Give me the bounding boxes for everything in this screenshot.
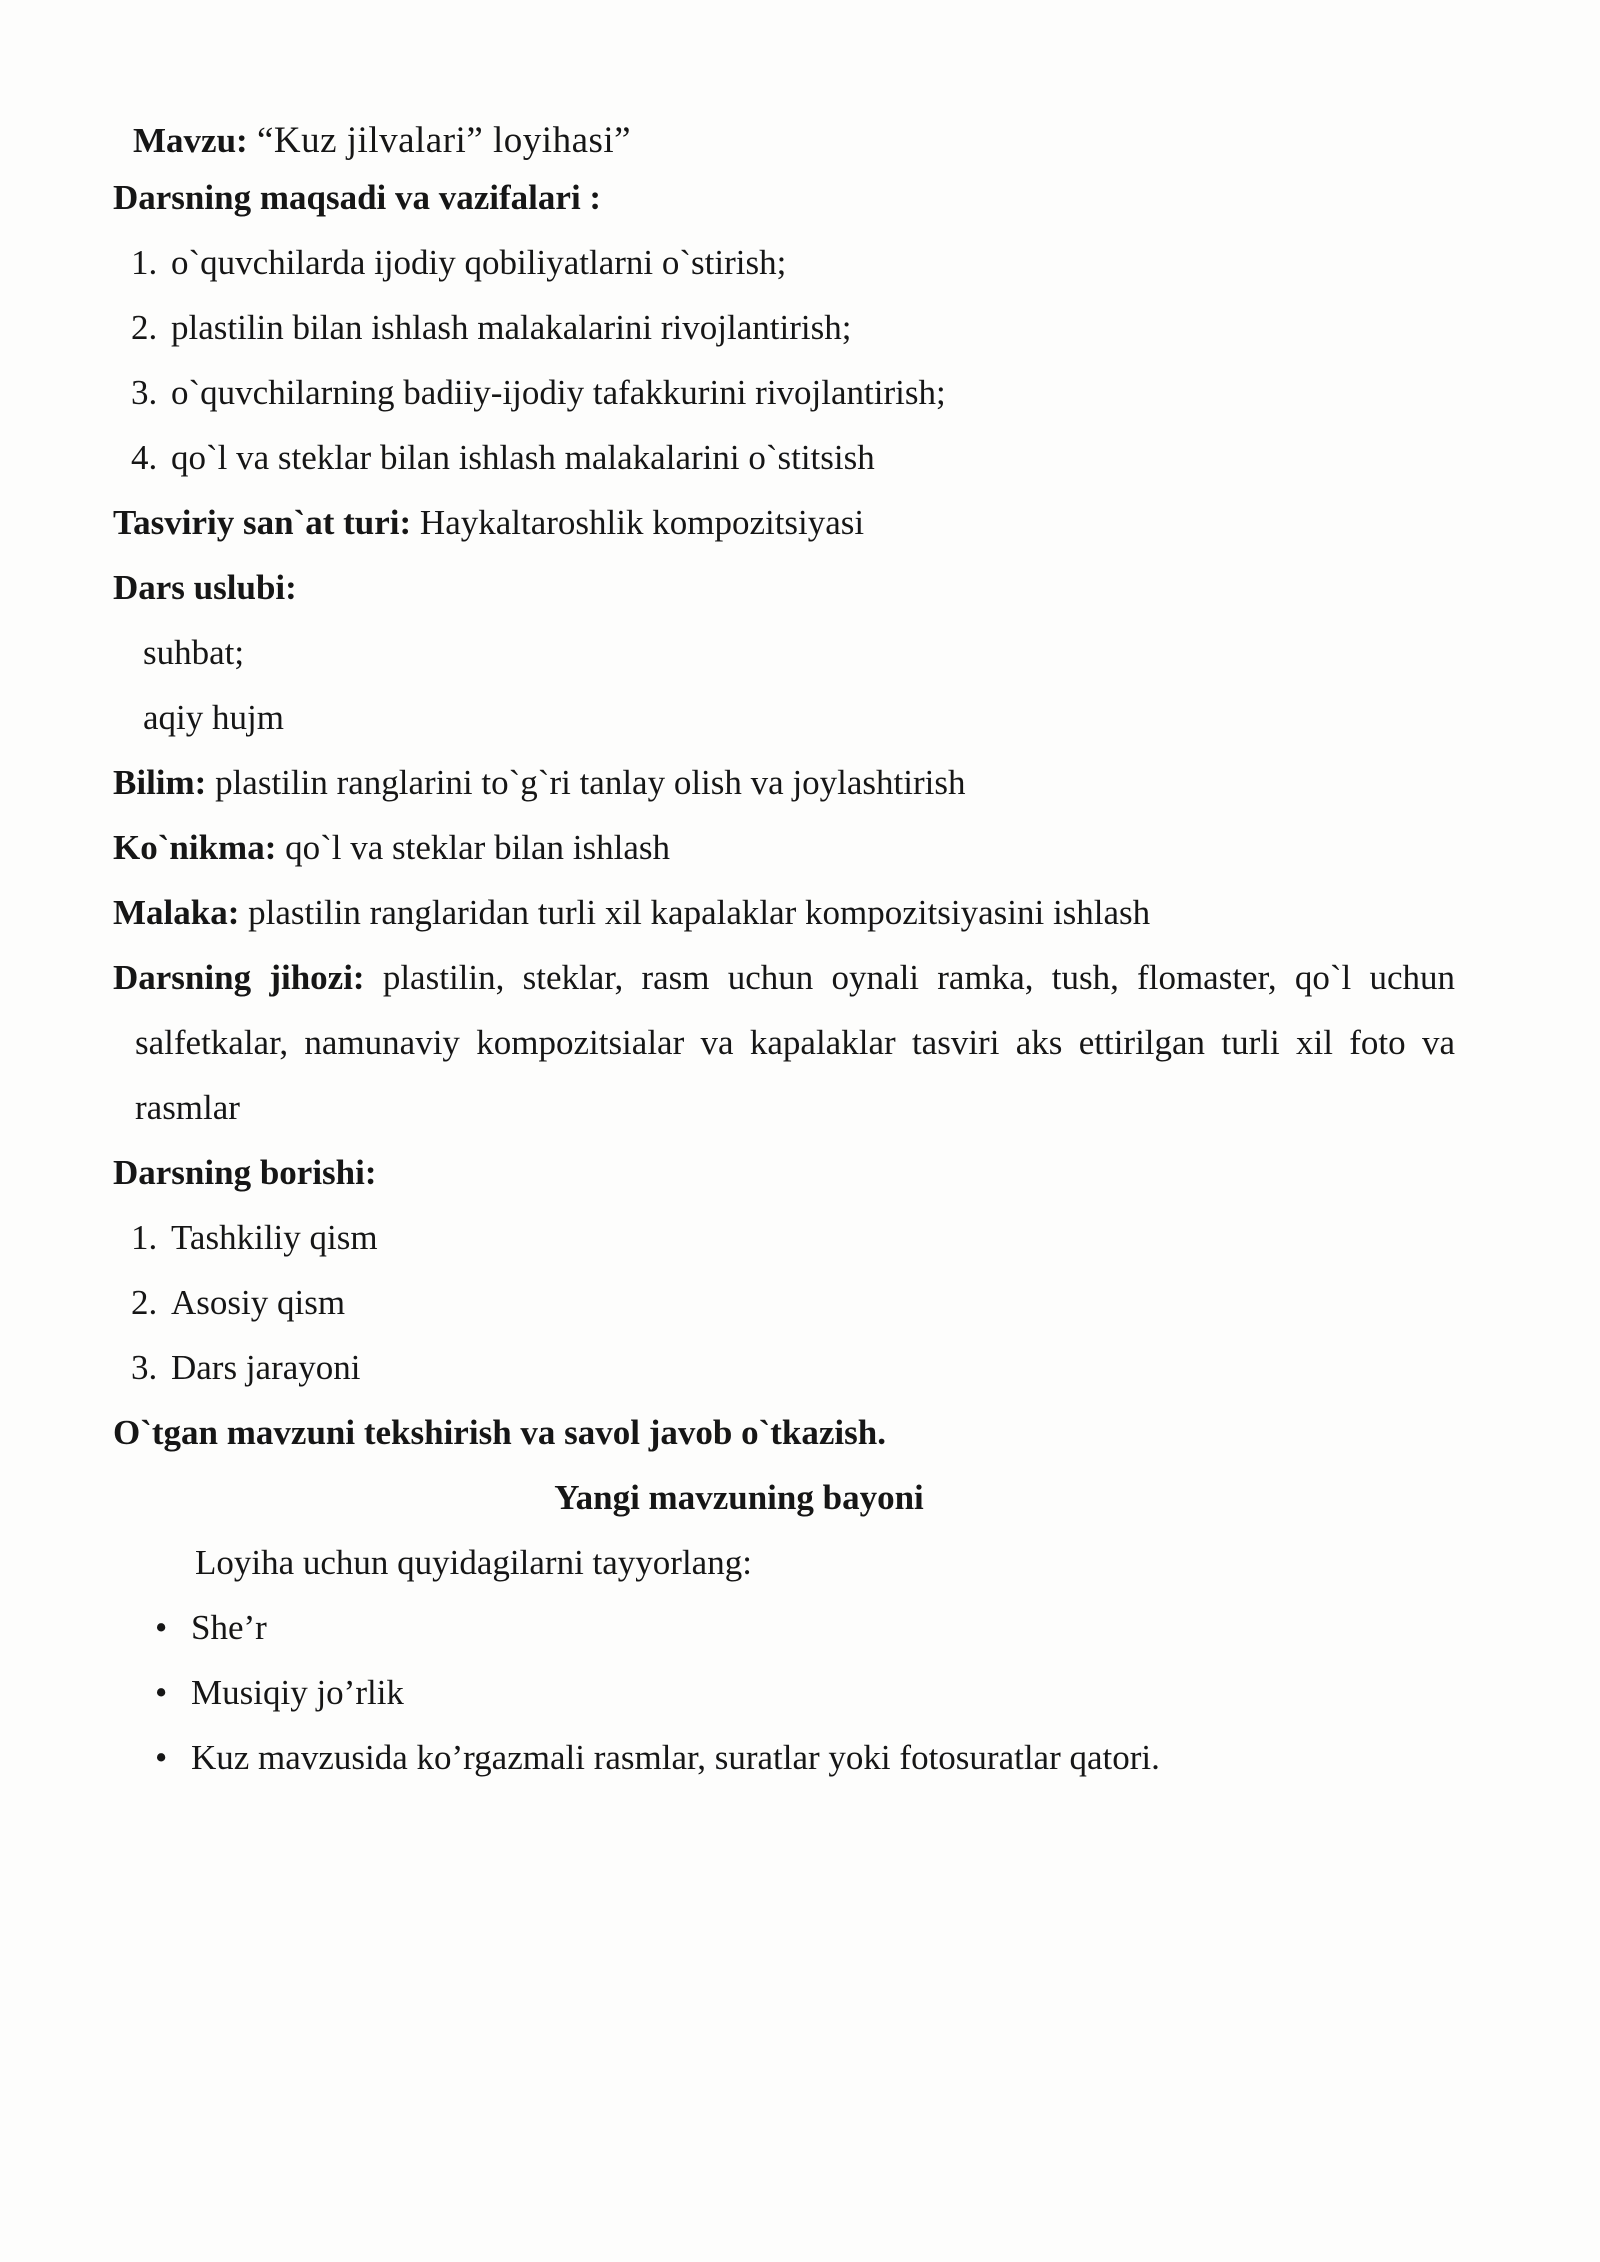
list-item-number: 1. [131, 1218, 158, 1257]
list-item [113, 360, 1455, 425]
bilim-text: plastilin ranglarini to`g`ri tanlay olish va joylashtirish [215, 763, 966, 802]
list-item-text: qo`l va steklar bilan ishlash malakalarini o`stitsish [171, 438, 875, 477]
malaka-line [113, 880, 1455, 945]
list-item-text: Tashkiliy qism [171, 1218, 378, 1257]
list-item [113, 1270, 1455, 1335]
art-type-line [113, 490, 1455, 555]
goals-heading: Darsning maqsadi va vazifalari : [113, 178, 602, 217]
goals-list [113, 230, 1455, 490]
review-line: O`tgan mavzuni tekshirish va savol javob o`tkazish. [113, 1413, 886, 1452]
art-type-label: Tasviriy san`at turi: [113, 503, 412, 542]
list-item [113, 1335, 1455, 1400]
lesson-title-text: “Kuz jilvalari” loyihasi” [256, 120, 632, 161]
list-item-text: o`quvchilarda ijodiy qobiliyatlarni o`stirish; [171, 243, 787, 282]
list-item-text: Musiqiy jo’rlik [191, 1673, 404, 1712]
flow-list [113, 1205, 1455, 1400]
bilim-label: Bilim: [113, 763, 207, 802]
bullet-icon: • [155, 1738, 168, 1777]
art-type-text: Haykaltaroshlik kompozitsiyasi [419, 503, 865, 542]
list-item-number: 3. [131, 373, 158, 412]
konikma-label: Ko`nikma: [113, 828, 277, 867]
prepare-list [113, 1595, 1455, 1790]
new-topic-heading: Yangi mavzuning bayoni [554, 1478, 924, 1517]
list-item-number: 4. [131, 438, 158, 477]
jihoz-paragraph [113, 945, 1455, 1140]
list-item-number: 3. [131, 1348, 158, 1387]
flow-heading: Darsning borishi: [113, 1153, 377, 1192]
list-item-text: o`quvchilarning badiiy-ijodiy tafakkurini rivojlantirish; [171, 373, 946, 412]
list-item-text: She’r [191, 1608, 267, 1647]
malaka-text: plastilin ranglaridan turli xil kapalaklar kompozitsiyasini ishlash [248, 893, 1151, 932]
konikma-text: qo`l va steklar bilan ishlash [285, 828, 671, 867]
list-item [113, 295, 1455, 360]
bullet-icon: • [155, 1608, 168, 1647]
list-item-number: 1. [131, 243, 158, 282]
method-item: aqiy hujm [143, 698, 284, 737]
list-item [113, 1725, 1455, 1790]
method-heading: Dars uslubi: [113, 568, 297, 607]
bullet-icon: • [155, 1673, 168, 1712]
list-item [113, 230, 1455, 295]
list-item-text: plastilin bilan ishlash malakalarini rivojlantirish; [171, 308, 852, 347]
list-item-text: Asosiy qism [171, 1283, 346, 1322]
list-item-number: 2. [131, 1283, 158, 1322]
bilim-line [113, 750, 1455, 815]
prepare-line: Loyiha uchun quyidagilarni tayyorlang: [195, 1543, 752, 1582]
jihoz-text: plastilin, steklar, rasm uchun oynali ramka, tush, flomaster, qo`l uchun salfetkalar, namunaviy kompozitsialar va kapalaklar tasviri aks ettirilgan turli xil foto va rasmlar [135, 958, 1455, 1127]
list-item [113, 1205, 1455, 1270]
lesson-title [113, 116, 1455, 165]
list-item [113, 425, 1455, 490]
malaka-label: Malaka: [113, 893, 240, 932]
list-item [113, 1595, 1455, 1660]
list-item-text: Dars jarayoni [171, 1348, 361, 1387]
jihoz-label: Darsning jihozi: [113, 958, 365, 997]
list-item-number: 2. [131, 308, 158, 347]
list-item-text: Kuz mavzusida ko’rgazmali rasmlar, suratlar yoki fotosuratlar qatori. [191, 1738, 1160, 1777]
list-item [113, 1660, 1455, 1725]
konikma-line [113, 815, 1455, 880]
method-item: suhbat; [143, 633, 245, 672]
lesson-title-label: Mavzu: [133, 121, 248, 160]
